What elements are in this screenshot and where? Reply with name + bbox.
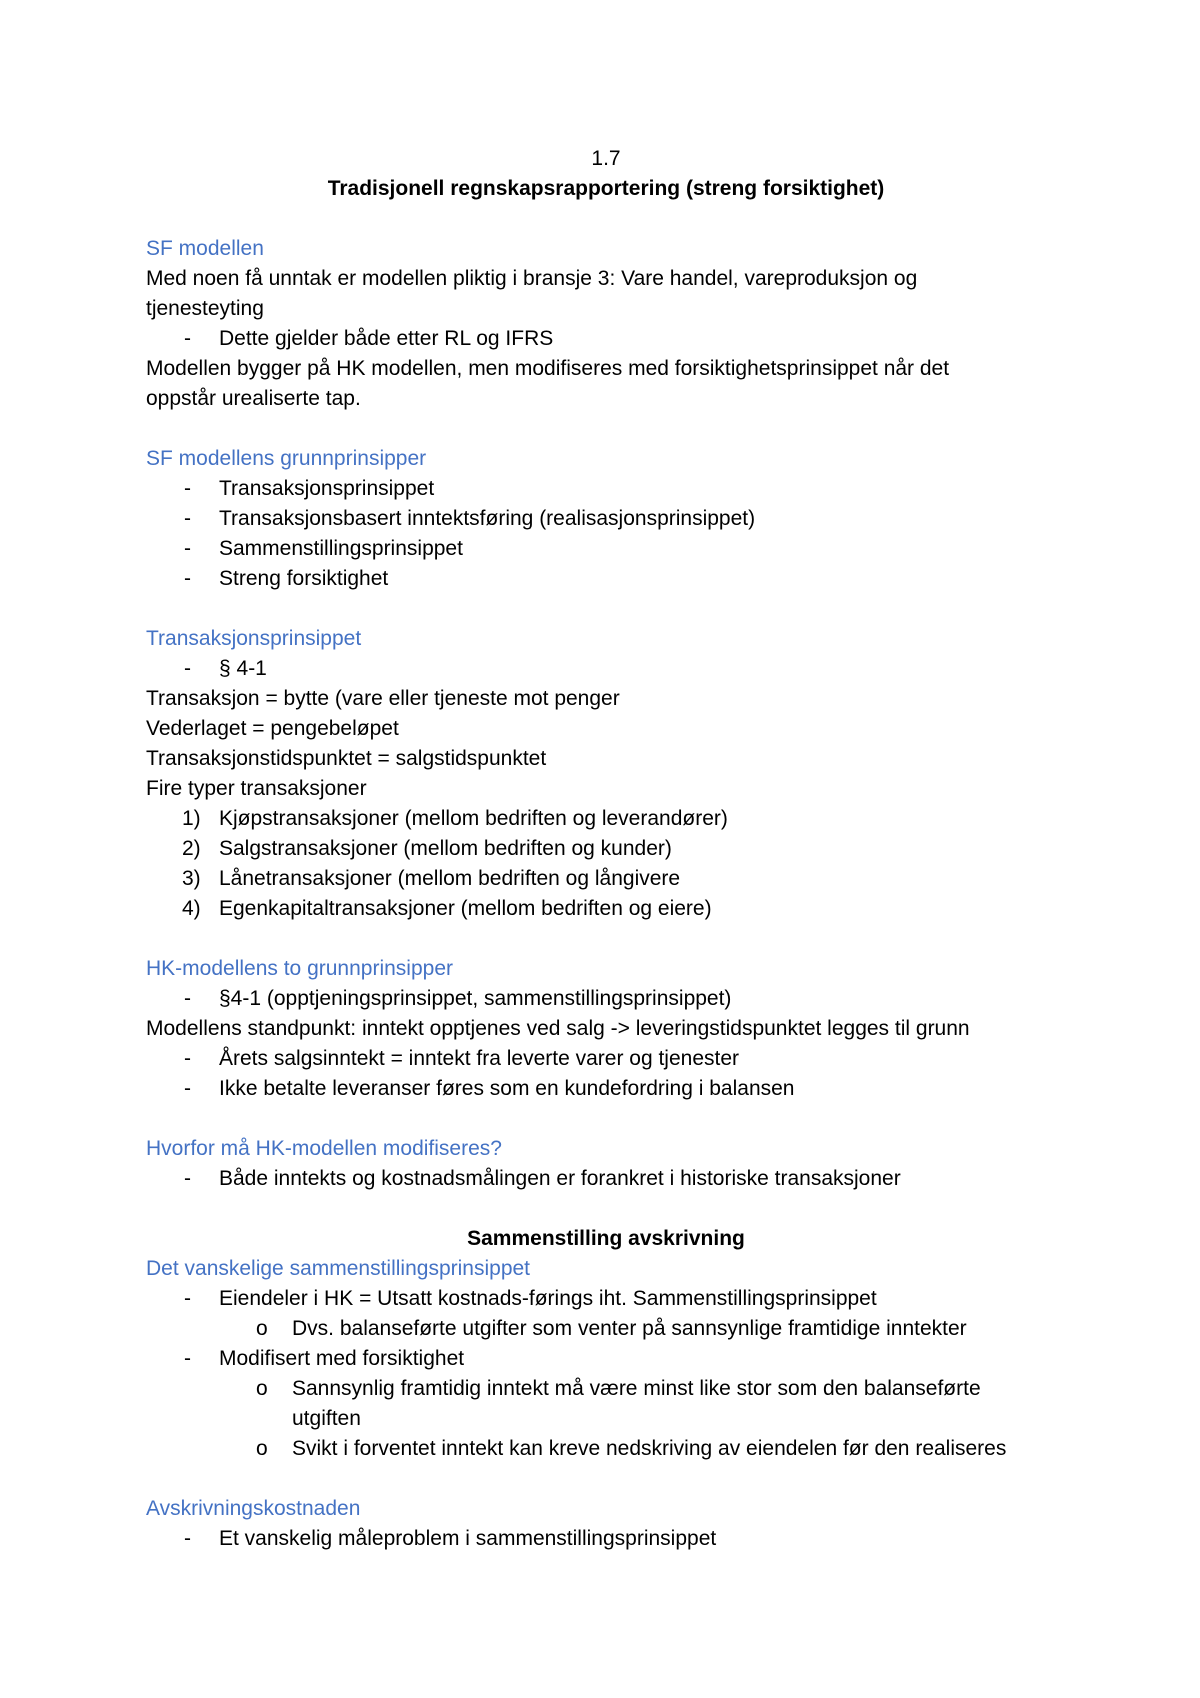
- sub-bullet-item: o Svikt i forventet inntekt kan kreve nedskriving av eiendelen før den realiseres: [256, 1437, 1007, 1460]
- bullet-item: - Et vanskelig måleproblem i sammenstillingsprinsippet: [184, 1527, 717, 1550]
- bullet-item: - Både inntekts og kostnadsmålingen er forankret i historiske transaksjoner: [184, 1167, 901, 1190]
- section-title-sammenstilling: Sammenstilling avskrivning: [467, 1227, 745, 1250]
- bullet-item: - Dette gjelder både etter RL og IFRS: [184, 327, 554, 350]
- heading-hvorfor: Hvorfor må HK-modellen modifiseres?: [146, 1137, 502, 1160]
- heading-avskrivningskostnaden: Avskrivningskostnaden: [146, 1497, 361, 1520]
- numbered-item: 1) Kjøpstransaksjoner (mellom bedriften og leverandører): [182, 807, 728, 830]
- heading-sf-modellen: SF modellen: [146, 237, 264, 260]
- bullet-item: - Transaksjonsprinsippet: [184, 477, 435, 500]
- heading-grunnprinsipper: SF modellens grunnprinsipper: [146, 447, 427, 470]
- heading-hk-modellen: HK-modellens to grunnprinsipper: [146, 957, 453, 980]
- bullet-item: - Modifisert med forsiktighet: [184, 1347, 465, 1370]
- bullet-item: - Streng forsiktighet: [184, 567, 389, 590]
- paragraph-line: Transaksjonstidspunktet = salgstidspunktet: [146, 747, 547, 770]
- numbered-item: 2) Salgstransaksjoner (mellom bedriften og kunder): [182, 837, 672, 860]
- bullet-item: - § 4-1: [184, 657, 267, 680]
- page-title: Tradisjonell regnskapsrapportering (streng forsiktighet): [327, 177, 885, 200]
- sub-bullet-item: o Dvs. balanseførte utgifter som venter på sannsynlige framtidige inntekter: [256, 1317, 967, 1340]
- document-page: [146, 144, 1066, 1554]
- paragraph-line: Fire typer transaksjoner: [146, 777, 367, 800]
- paragraph-line: oppstår urealiserte tap.: [146, 387, 361, 410]
- section-number: 1.7: [591, 147, 621, 170]
- paragraph-line: tjenesteyting: [146, 297, 264, 320]
- bullet-item: - Transaksjonsbasert inntektsføring (realisasjonsprinsippet): [184, 507, 756, 530]
- paragraph-line: Modellen bygger på HK modellen, men modifiseres med forsiktighetsprinsippet når det: [146, 357, 950, 380]
- paragraph-line: Med noen få unntak er modellen pliktig i bransje 3: Vare handel, vareproduksjon og: [146, 267, 918, 290]
- numbered-item: 3) Lånetransaksjoner (mellom bedriften og långivere: [182, 867, 681, 890]
- bullet-item: - Eiendeler i HK = Utsatt kostnads-førings iht. Sammenstillingsprinsippet: [184, 1287, 877, 1310]
- bullet-item: - Årets salgsinntekt = inntekt fra leverte varer og tjenester: [184, 1047, 740, 1070]
- heading-transaksjonsprinsippet: Transaksjonsprinsippet: [146, 627, 362, 650]
- paragraph-line: Vederlaget = pengebeløpet: [146, 717, 399, 740]
- bullet-item: - Ikke betalte leveranser føres som en kundefordring i balansen: [184, 1077, 795, 1100]
- sub-bullet-continuation: utgiften: [292, 1407, 361, 1430]
- heading-sammenstillingsprinsippet: Det vanskelige sammenstillingsprinsippet: [146, 1257, 531, 1280]
- bullet-item: - §4-1 (opptjeningsprinsippet, sammenstillingsprinsippet): [184, 987, 732, 1010]
- sub-bullet-item: o Sannsynlig framtidig inntekt må være minst like stor som den balanseførte: [256, 1377, 981, 1400]
- paragraph-line: Modellens standpunkt: inntekt opptjenes ved salg -> leveringstidspunktet legges til grunn: [146, 1017, 970, 1040]
- paragraph-line: Transaksjon = bytte (vare eller tjeneste mot penger: [146, 687, 620, 710]
- bullet-item: - Sammenstillingsprinsippet: [184, 537, 463, 560]
- numbered-item: 4) Egenkapitaltransaksjoner (mellom bedriften og eiere): [182, 897, 712, 920]
